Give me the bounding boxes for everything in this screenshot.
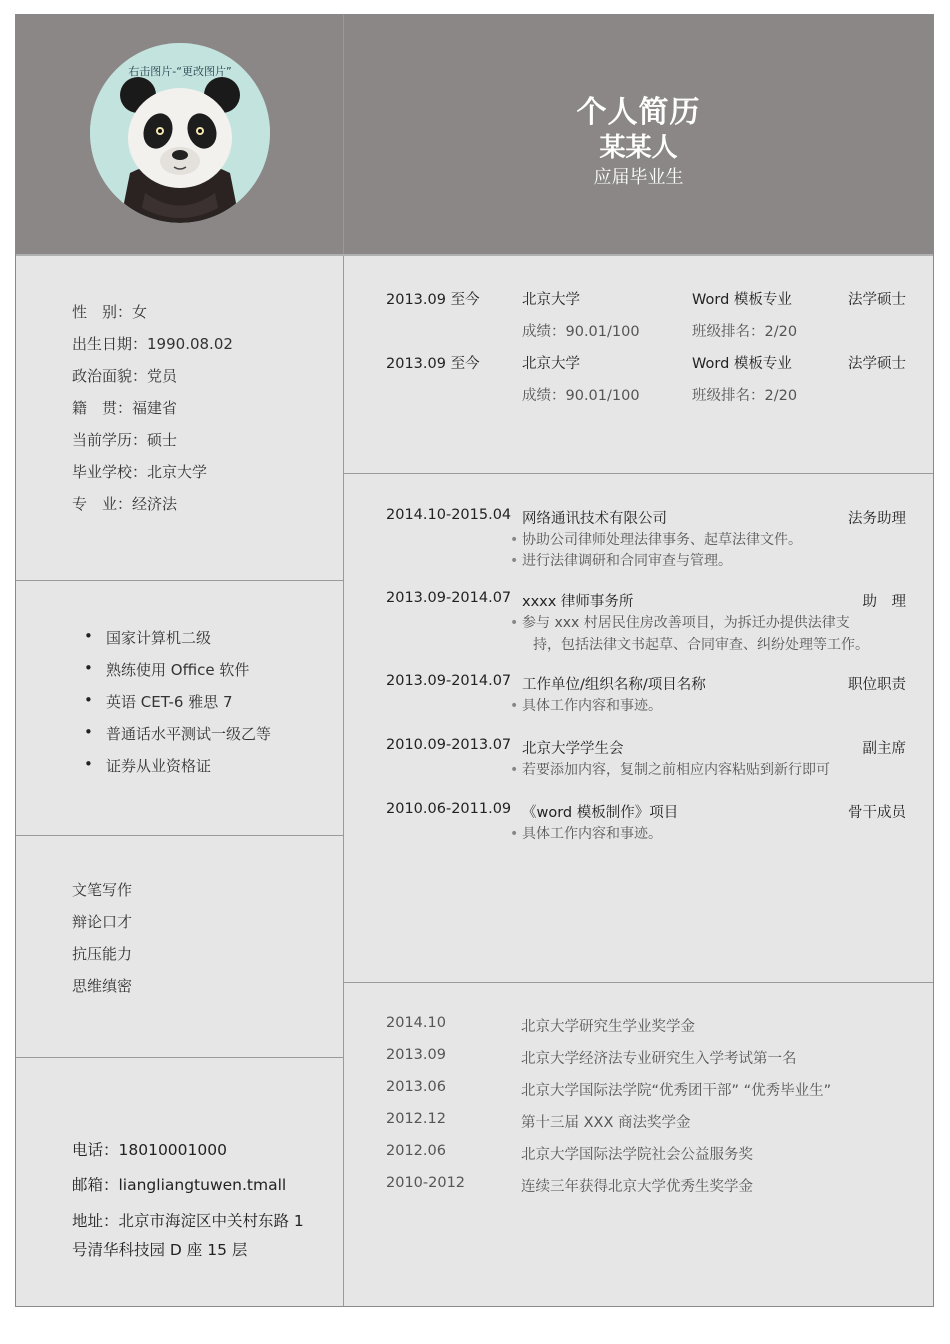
info-education-level: 当前学历：硕士 bbox=[72, 431, 178, 449]
exp-org: 工作单位/组织名称/项目名称 bbox=[522, 677, 706, 693]
exp-role: 骨干成员 bbox=[848, 805, 906, 821]
exp-org: 《word 模板制作》项目 bbox=[522, 805, 679, 821]
exp-bullet-continued: 持，包括法律文书起草、合同审查、纠纷处理等工作。 bbox=[533, 637, 869, 653]
resume-sheet bbox=[15, 14, 934, 1307]
edu-date: 2013.09 至今 bbox=[386, 356, 480, 372]
edu-school: 北京大学 bbox=[522, 292, 580, 308]
edu-major: Word 模板专业 bbox=[692, 292, 792, 308]
certificate-item: • 英语 CET-6 雅思 7 bbox=[106, 691, 233, 712]
photo-hint: 右击图片-“更改图片” bbox=[128, 65, 232, 78]
edu-major: Word 模板专业 bbox=[692, 356, 792, 372]
contact-phone: 电话：18010001000 bbox=[72, 1141, 227, 1159]
info-birthdate: 出生日期：1990.08.02 bbox=[72, 335, 233, 353]
contact-email: 邮箱：liangliangtuwen.tmall bbox=[72, 1176, 287, 1194]
edu-rank: 班级排名：2/20 bbox=[692, 324, 798, 340]
exp-role: 副主席 bbox=[862, 741, 906, 757]
divider bbox=[16, 1057, 343, 1058]
award-date: 2010-2012 bbox=[386, 1175, 466, 1191]
exp-date: 2014.10-2015.04 bbox=[386, 507, 512, 523]
award-date: 2014.10 bbox=[386, 1015, 446, 1031]
title-block bbox=[344, 15, 933, 254]
exp-date: 2010.06-2011.09 bbox=[386, 801, 512, 817]
exp-date: 2013.09-2014.07 bbox=[386, 673, 512, 689]
edu-date: 2013.09 至今 bbox=[386, 292, 480, 308]
edu-degree: 法学硕士 bbox=[848, 292, 906, 308]
edu-degree: 法学硕士 bbox=[848, 356, 906, 372]
edu-score: 成绩：90.01/100 bbox=[522, 324, 640, 340]
award-text: 连续三年获得北京大学优秀生奖学金 bbox=[521, 1179, 753, 1195]
exp-bullet: • 具体工作内容和事迹。 bbox=[522, 696, 662, 717]
profile-photo[interactable] bbox=[90, 43, 270, 223]
ability-item: 思维缜密 bbox=[72, 977, 133, 995]
award-date: 2012.12 bbox=[386, 1111, 446, 1127]
edu-rank: 班级排名：2/20 bbox=[692, 388, 798, 404]
info-gender: 性 别：女 bbox=[72, 303, 148, 321]
ability-item: 抗压能力 bbox=[72, 945, 133, 963]
exp-role: 助 理 bbox=[862, 594, 906, 610]
exp-date: 2013.09-2014.07 bbox=[386, 590, 512, 606]
ability-item: 文笔写作 bbox=[72, 881, 133, 899]
exp-bullet: • 进行法律调研和合同审查与管理。 bbox=[522, 551, 732, 572]
award-date: 2012.06 bbox=[386, 1143, 446, 1159]
info-school: 毕业学校：北京大学 bbox=[72, 463, 208, 481]
edu-score: 成绩：90.01/100 bbox=[522, 388, 640, 404]
exp-role: 职位职责 bbox=[848, 677, 906, 693]
exp-org: xxxx 律师事务所 bbox=[522, 594, 634, 610]
edu-school: 北京大学 bbox=[522, 356, 580, 372]
contact-address: 号清华科技园 D 座 15 层 bbox=[72, 1241, 248, 1259]
exp-bullet: • 协助公司律师处理法律事务、起草法律文件。 bbox=[522, 530, 802, 551]
divider bbox=[344, 982, 933, 983]
divider bbox=[344, 473, 933, 474]
ability-item: 辩论口才 bbox=[72, 913, 133, 931]
person-subtitle: 应届毕业生 bbox=[593, 167, 684, 188]
certificate-item: • 国家计算机二级 bbox=[106, 627, 211, 648]
divider bbox=[16, 580, 343, 581]
divider bbox=[16, 254, 933, 256]
award-text: 北京大学经济法专业研究生入学考试第一名 bbox=[521, 1051, 797, 1067]
award-text: 第十三届 XXX 商法奖学金 bbox=[521, 1115, 691, 1131]
exp-bullet: • 参与 xxx 村居民住房改善项目，为拆迁办提供法律支 bbox=[522, 613, 850, 634]
divider bbox=[16, 835, 343, 836]
contact-address: 地址：北京市海淀区中关村东路 1 bbox=[72, 1212, 304, 1230]
exp-role: 法务助理 bbox=[848, 511, 906, 527]
certificate-item: • 熟练使用 Office 软件 bbox=[106, 659, 249, 680]
award-date: 2013.09 bbox=[386, 1047, 446, 1063]
info-hometown: 籍 贯：福建省 bbox=[72, 399, 178, 417]
person-name: 某某人 bbox=[599, 133, 678, 163]
page-title: 个人简历 bbox=[576, 95, 701, 130]
exp-bullet: • 具体工作内容和事迹。 bbox=[522, 824, 662, 845]
exp-org: 北京大学学生会 bbox=[522, 741, 624, 757]
exp-org: 网络通讯技术有限公司 bbox=[522, 511, 667, 527]
award-text: 北京大学国际法学院“优秀团干部” “优秀毕业生” bbox=[521, 1083, 832, 1099]
info-political: 政治面貌：党员 bbox=[72, 367, 178, 385]
certificate-item: • 证券从业资格证 bbox=[106, 755, 211, 776]
exp-bullet: • 若要添加内容，复制之前相应内容粘贴到新行即可 bbox=[522, 760, 830, 781]
award-date: 2013.06 bbox=[386, 1079, 446, 1095]
award-text: 北京大学国际法学院社会公益服务奖 bbox=[521, 1147, 753, 1163]
info-major: 专 业：经济法 bbox=[72, 495, 178, 513]
exp-date: 2010.09-2013.07 bbox=[386, 737, 512, 753]
certificate-item: • 普通话水平测试一级乙等 bbox=[106, 723, 271, 744]
award-text: 北京大学研究生学业奖学金 bbox=[521, 1019, 695, 1035]
